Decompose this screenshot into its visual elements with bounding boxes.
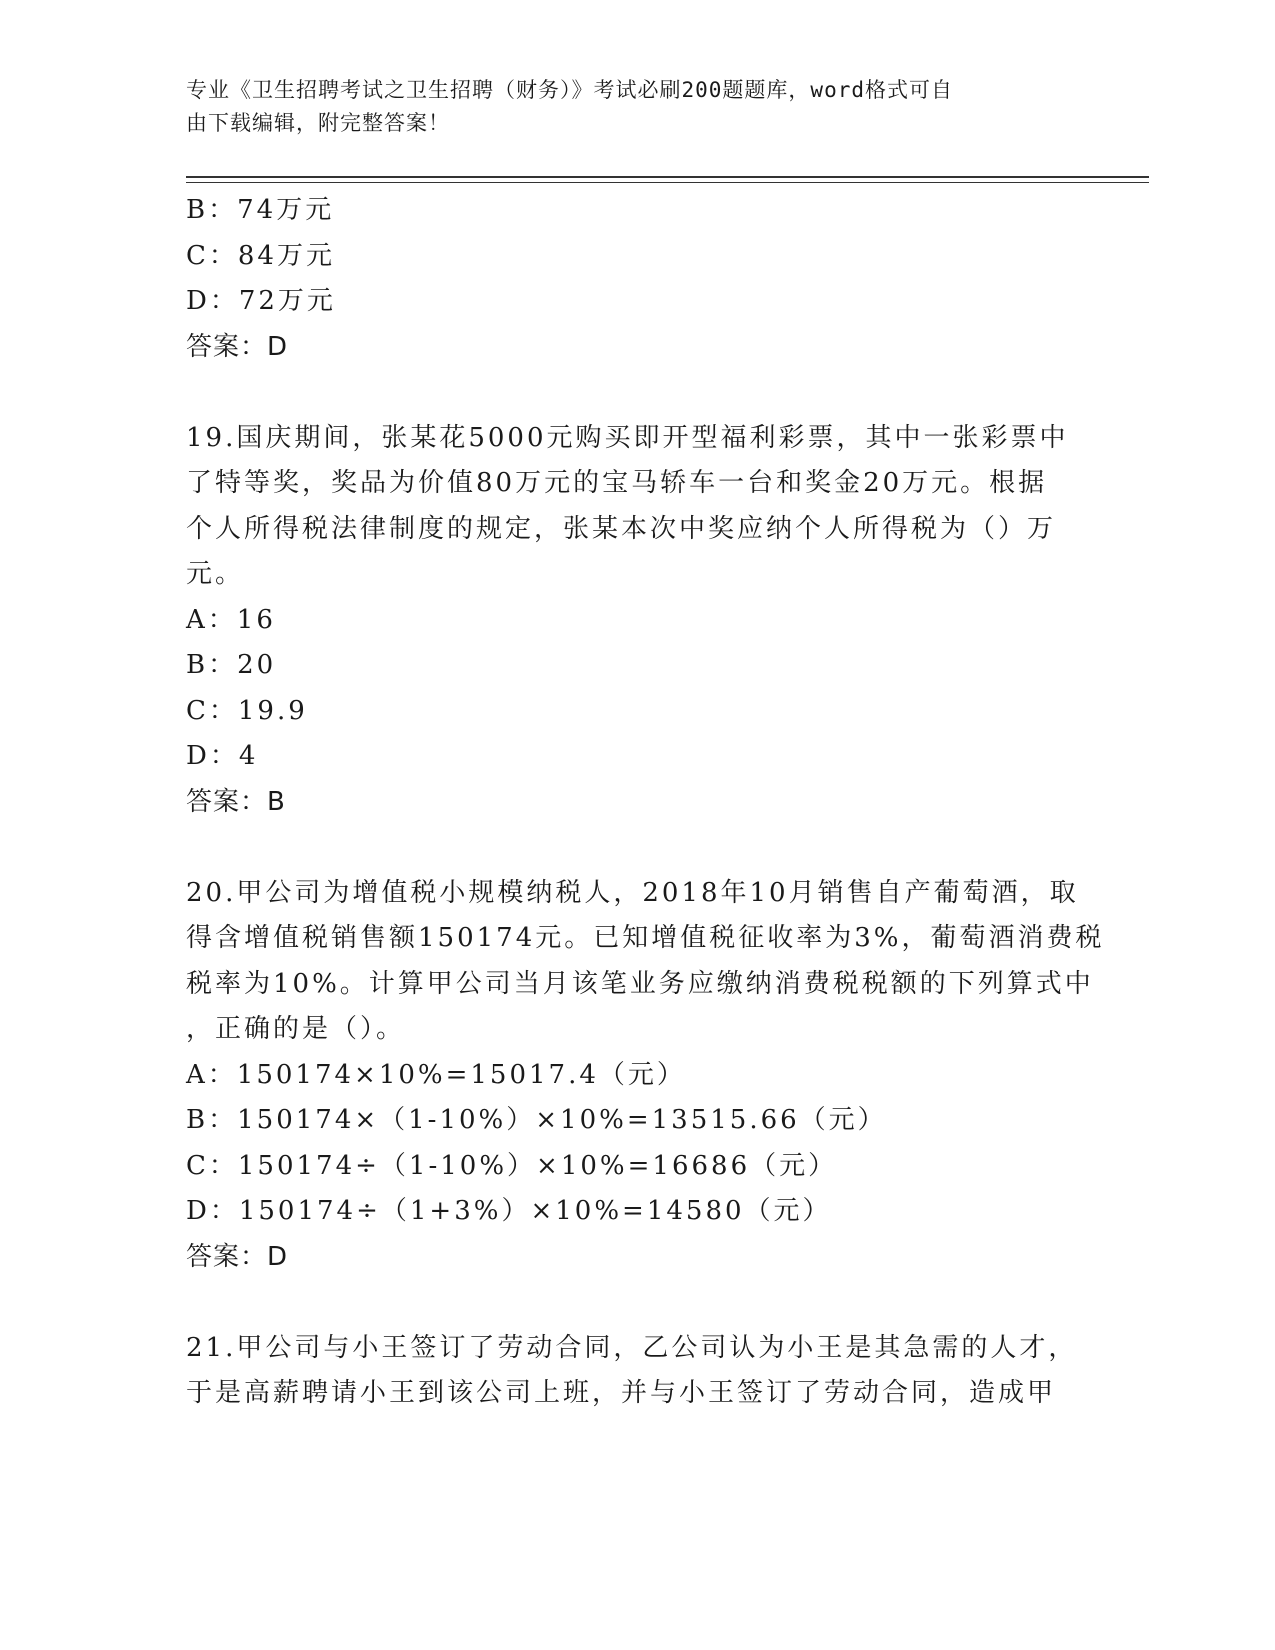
question-text-line: 得含增值税销售额150174元。已知增值税征收率为3%，葡萄酒消费税 xyxy=(186,923,1105,953)
question-19 xyxy=(186,416,1086,826)
question-text-line: 20.甲公司为增值税小规模纳税人，2018年10月销售自产葡萄酒，取 xyxy=(186,877,1079,908)
spacer xyxy=(186,825,1086,871)
spacer xyxy=(186,370,1086,416)
question-text-line: 21.甲公司与小王签订了劳动合同，乙公司认为小王是其急需的人才， xyxy=(186,1332,1078,1363)
option-a: A：150174×10%=15017.4（元） xyxy=(186,1059,686,1090)
question-18-continued xyxy=(186,188,1086,370)
question-text-line: 元。 xyxy=(186,559,245,589)
question-20 xyxy=(186,871,1105,1281)
header-line-1: 专业《卫生招聘考试之卫生招聘（财务）》考试必刷200题题库，word格式可自 xyxy=(186,78,953,102)
question-text-line: 19.国庆期间，张某花5000元购买即开型福利彩票，其中一张彩票中 xyxy=(186,422,1069,453)
option-d: D：72万元 xyxy=(186,286,336,316)
option-c: C：150174÷（1-10%）×10%=16686（元） xyxy=(186,1150,838,1181)
question-text-line: 于是高薪聘请小王到该公司上班，并与小王签订了劳动合同，造成甲 xyxy=(186,1378,1057,1408)
header-divider-thin xyxy=(186,182,1149,183)
answer-line: 答案：D xyxy=(186,331,289,362)
question-21 xyxy=(186,1326,1086,1417)
header-divider-thick xyxy=(186,176,1149,178)
question-text-line: 个人所得税法律制度的规定，张某本次中奖应纳个人所得税为（）万 xyxy=(186,513,1057,544)
question-text-line: 了特等奖，奖品为价值80万元的宝马轿车一台和奖金20万元。根据 xyxy=(186,468,1048,498)
option-a: A：16 xyxy=(186,604,276,635)
question-text-line: ，正确的是（）。 xyxy=(186,1014,406,1044)
option-c: C：84万元 xyxy=(186,240,335,271)
option-d: D：4 xyxy=(186,741,259,771)
header-line-2: 由下载编辑，附完整答案！ xyxy=(186,111,450,135)
option-b: B：150174×（1-10%）×10%=13515.66（元） xyxy=(186,1105,887,1135)
question-text-line: 税率为10%。计算甲公司当月该笔业务应缴纳消费税税额的下列算式中 xyxy=(186,968,1094,999)
option-b: B：20 xyxy=(186,650,277,680)
document-body xyxy=(186,188,1105,1417)
page-header xyxy=(186,74,1066,140)
option-d: D：150174÷（1+3%）×10%=14580（元） xyxy=(186,1196,832,1226)
answer-line: 答案：B xyxy=(186,786,286,817)
option-c: C：19.9 xyxy=(186,695,308,726)
option-b: B：74万元 xyxy=(186,195,335,225)
spacer xyxy=(186,1280,1086,1326)
answer-line: 答案：D xyxy=(186,1241,289,1272)
